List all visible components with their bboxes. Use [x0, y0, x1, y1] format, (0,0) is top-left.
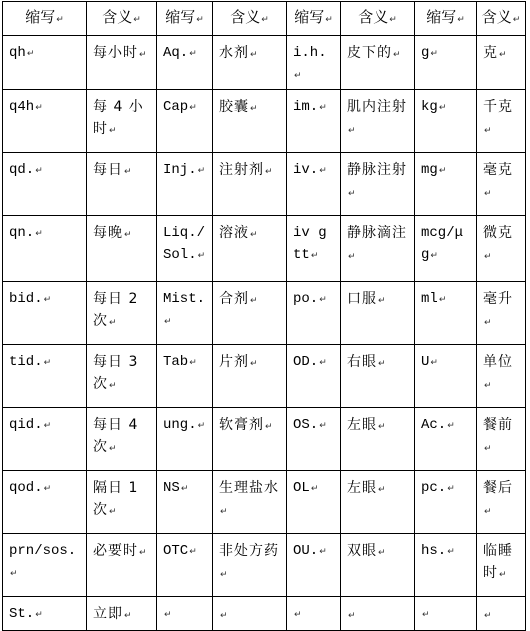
- meaning-cell: 左眼↵: [341, 408, 415, 471]
- header-cell: 含义↵: [87, 2, 157, 36]
- abbr-cell: U↵: [415, 345, 477, 408]
- abbr-cell: Cap↵: [157, 90, 213, 153]
- abbr-cell: i.h.↵: [287, 36, 341, 90]
- meaning-cell: 双眼↵: [341, 534, 415, 597]
- abbr-cell: qod.↵: [3, 471, 87, 534]
- meaning-cell: 每晚↵: [87, 216, 157, 282]
- meaning-cell: 餐前↵: [477, 408, 526, 471]
- meaning-cell: 隔日 1 次↵: [87, 471, 157, 534]
- header-cell: 缩写↵: [287, 2, 341, 36]
- abbr-cell: OU.↵: [287, 534, 341, 597]
- header-row: [3, 2, 526, 36]
- abbr-cell: Liq./Sol.↵: [157, 216, 213, 282]
- table-row: [3, 90, 526, 153]
- meaning-cell: 每日 3 次↵: [87, 345, 157, 408]
- table-row: [3, 597, 526, 631]
- meaning-cell: 口服↵: [341, 282, 415, 345]
- table-row: [3, 153, 526, 216]
- meaning-cell: 静脉滴注↵: [341, 216, 415, 282]
- meaning-cell: 左眼↵: [341, 471, 415, 534]
- meaning-cell: 静脉注射↵: [341, 153, 415, 216]
- meaning-cell: ↵: [213, 597, 287, 631]
- abbr-cell: q4h↵: [3, 90, 87, 153]
- abbr-cell: OS.↵: [287, 408, 341, 471]
- abbr-cell: ↵: [415, 597, 477, 631]
- meaning-cell: 肌内注射↵: [341, 90, 415, 153]
- abbr-cell: g↵: [415, 36, 477, 90]
- abbr-cell: iv.↵: [287, 153, 341, 216]
- meaning-cell: 每日 4 次↵: [87, 408, 157, 471]
- abbr-cell: OD.↵: [287, 345, 341, 408]
- abbr-cell: ↵: [287, 597, 341, 631]
- meaning-cell: 每 4 小时↵: [87, 90, 157, 153]
- table-row: [3, 471, 526, 534]
- abbr-cell: NS↵: [157, 471, 213, 534]
- abbr-cell: qd.↵: [3, 153, 87, 216]
- meaning-cell: 毫克↵: [477, 153, 526, 216]
- meaning-cell: 注射剂↵: [213, 153, 287, 216]
- header-cell: 含义↵: [341, 2, 415, 36]
- abbr-cell: qn.↵: [3, 216, 87, 282]
- meaning-cell: 克↵: [477, 36, 526, 90]
- meaning-cell: 每小时↵: [87, 36, 157, 90]
- header-cell: 缩写↵: [157, 2, 213, 36]
- meaning-cell: 胶囊↵: [213, 90, 287, 153]
- abbr-cell: Tab↵: [157, 345, 213, 408]
- header-cell: 缩写↵: [3, 2, 87, 36]
- abbr-cell: qid.↵: [3, 408, 87, 471]
- abbr-cell: OTC↵: [157, 534, 213, 597]
- meaning-cell: 必要时↵: [87, 534, 157, 597]
- abbr-cell: hs.↵: [415, 534, 477, 597]
- table-row: [3, 408, 526, 471]
- header-cell: 缩写↵: [415, 2, 477, 36]
- abbr-cell: OL↵: [287, 471, 341, 534]
- abbr-cell: ung.↵: [157, 408, 213, 471]
- meaning-cell: 每日↵: [87, 153, 157, 216]
- abbr-cell: iv gtt↵: [287, 216, 341, 282]
- abbreviation-table: [2, 1, 526, 631]
- header-cell: 含义↵: [213, 2, 287, 36]
- table-row: [3, 534, 526, 597]
- abbr-cell: bid.↵: [3, 282, 87, 345]
- abbr-cell: Inj.↵: [157, 153, 213, 216]
- meaning-cell: ↵: [477, 597, 526, 631]
- meaning-cell: 合剂↵: [213, 282, 287, 345]
- meaning-cell: 立即↵: [87, 597, 157, 631]
- meaning-cell: 每日 2 次↵: [87, 282, 157, 345]
- meaning-cell: 单位↵: [477, 345, 526, 408]
- abbr-cell: ↵: [157, 597, 213, 631]
- table-row: [3, 36, 526, 90]
- meaning-cell: 水剂↵: [213, 36, 287, 90]
- header-cell: 含义↵: [477, 2, 526, 36]
- meaning-cell: 非处方药↵: [213, 534, 287, 597]
- meaning-cell: 餐后↵: [477, 471, 526, 534]
- abbr-cell: kg↵: [415, 90, 477, 153]
- abbr-cell: Ac.↵: [415, 408, 477, 471]
- meaning-cell: 皮下的↵: [341, 36, 415, 90]
- table-row: [3, 216, 526, 282]
- abbr-cell: qh↵: [3, 36, 87, 90]
- abbr-cell: mg↵: [415, 153, 477, 216]
- meaning-cell: 千克↵: [477, 90, 526, 153]
- meaning-cell: 生理盐水↵: [213, 471, 287, 534]
- abbr-cell: prn/sos.↵: [3, 534, 87, 597]
- meaning-cell: 片剂↵: [213, 345, 287, 408]
- meaning-cell: 微克↵: [477, 216, 526, 282]
- abbr-cell: Aq.↵: [157, 36, 213, 90]
- table-row: [3, 282, 526, 345]
- abbr-cell: Mist.↵: [157, 282, 213, 345]
- abbr-cell: St.↵: [3, 597, 87, 631]
- abbr-cell: im.↵: [287, 90, 341, 153]
- meaning-cell: 右眼↵: [341, 345, 415, 408]
- abbr-cell: pc.↵: [415, 471, 477, 534]
- meaning-cell: 毫升↵: [477, 282, 526, 345]
- abbr-cell: po.↵: [287, 282, 341, 345]
- abbr-cell: mcg/μg↵: [415, 216, 477, 282]
- abbr-cell: ml↵: [415, 282, 477, 345]
- abbr-cell: tid.↵: [3, 345, 87, 408]
- meaning-cell: 软膏剂↵: [213, 408, 287, 471]
- meaning-cell: 临睡时↵: [477, 534, 526, 597]
- table-row: [3, 345, 526, 408]
- meaning-cell: 溶液↵: [213, 216, 287, 282]
- meaning-cell: ↵: [341, 597, 415, 631]
